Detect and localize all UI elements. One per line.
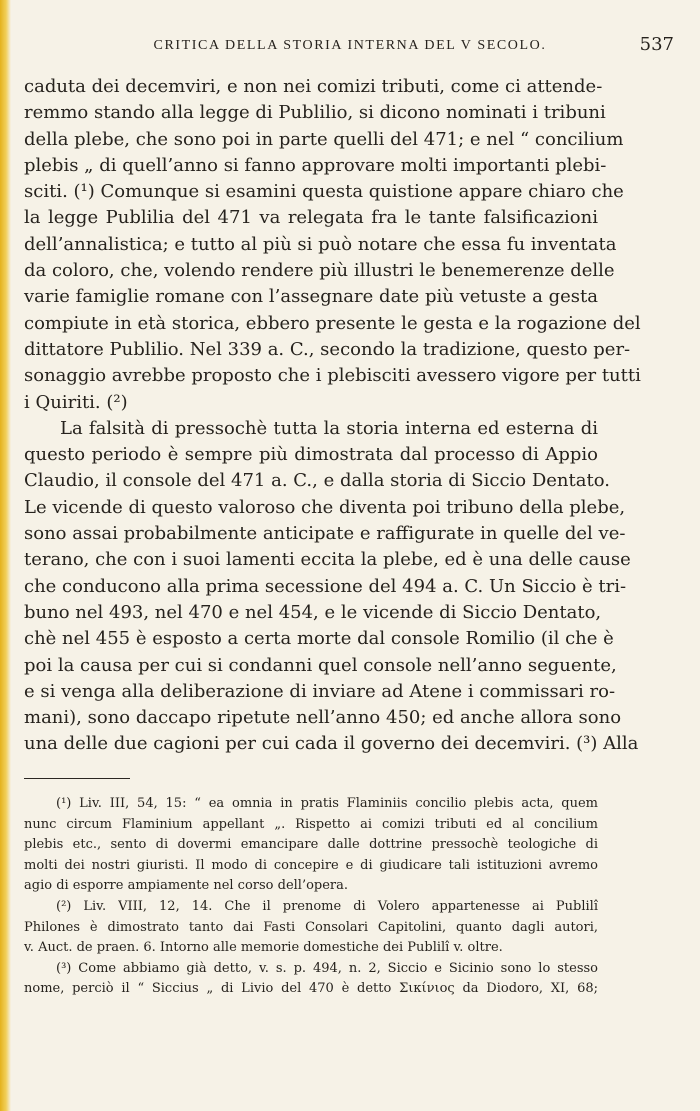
footnote-1-line: (¹) Liv. III, 54, 15: “ ea omnia in pratis Flaminiis concilio plebis acta, quem	[56, 796, 598, 811]
text-line: dell’annalistica; e tutto al più si può notare che essa fu inventata	[24, 233, 617, 255]
text-line: i Quiriti. (²)	[24, 391, 128, 413]
text-line: terano, che con i suoi lamenti eccita la plebe, ed è una delle cause	[24, 549, 631, 571]
text-line: una delle due cagioni per cui cada il governo dei decemviri. (³) Alla	[24, 733, 639, 755]
text-line: poi la causa per cui si condanni quel console nell’anno seguente,	[24, 654, 617, 676]
text-line: remmo stando alla legge di Publilio, si dicono nominati i tribuni	[24, 102, 606, 124]
footnote-1-line: nunc circum Flaminium appellant „. Rispetto ai comizi tributi ed al concilium	[24, 816, 598, 832]
footnote-2-line: Philones è dimostrato tanto dai Fasti Consolari Capitolini, quanto dagli autori,	[24, 919, 598, 935]
text-line: sonaggio avrebbe proposto che i plebisciti avessero vigore per tutti	[24, 365, 641, 387]
text-line: plebis „ di quell’anno si fanno approvare molti importanti plebi-	[24, 154, 607, 176]
text-line: sono assai probabilmente anticipate e raffigurate in quelle del ve-	[24, 523, 626, 545]
text-line: e si venga alla deliberazione di inviare ad Atene i commissari ro-	[24, 680, 616, 702]
footnote-2-line: v. Auct. de praen. 6. Intorno alle memorie domestiche dei Publilî v. oltre.	[24, 940, 503, 956]
text-line: da coloro, che, volendo rendere più illustri le benemerenze delle	[24, 260, 615, 282]
page-number: 537	[639, 34, 674, 55]
footnote-1-line: molti dei nostri giuristi. Il modo di concepire e di giudicare tali istituzioni avremo	[24, 857, 598, 873]
text-line: questo periodo è sempre più dimostrata dal processo di Appio	[24, 444, 598, 466]
running-head: CRITICA DELLA STORIA INTERNA DEL V SECOLO.	[153, 38, 547, 53]
text-line: chè nel 455 è esposto a certa morte dal console Romilio (il che è	[24, 628, 614, 650]
text-line: la legge Publilia del 471 va relegata fra le tante falsificazioni	[24, 207, 598, 229]
text-line: compiute in età storica, ebbero presente le gesta e la rogazione del	[24, 312, 641, 334]
text-line: buno nel 493, nel 470 e nel 454, e le vicende di Siccio Dentato,	[24, 601, 602, 623]
footnote-1-line: agio di esporre ampiamente nel corso dell’opera.	[24, 878, 349, 894]
footnote-1-line: plebis etc., sento di dovermi emancipare dalle dottrine pressochè teologiche di	[24, 837, 598, 853]
footnotes	[24, 794, 598, 1000]
text-line: che conducono alla prima secessione del 494 a. C. Un Siccio è tri-	[24, 575, 627, 597]
main-text	[24, 74, 641, 758]
text-line: caduta dei decemviri, e non nei comizi tributi, come ci attende-	[24, 76, 603, 97]
page-edge	[0, 0, 11, 1111]
footnote-separator	[24, 778, 130, 779]
text-line: mani), sono daccapo ripetute nell’anno 450; ed anche allora sono	[24, 707, 622, 729]
paragraph-first-line: La falsità di pressochè tutta la storia interna ed esterna di	[60, 417, 598, 439]
footnote-3-line: nome, perciò il “ Siccius „ di Livio del 470 è detto Σικίνιος da Diodoro, XI, 68;	[24, 981, 598, 997]
text-line: Claudio, il console del 471 a. C., e dalla storia di Siccio Dentato.	[24, 470, 610, 492]
text-line: dittatore Publilio. Nel 339 a. C., secondo la tradizione, questo per-	[24, 338, 631, 360]
footnote-2-line: (²) Liv. VIII, 12, 14. Che il prenome di Volero appartenesse ai Publilî	[56, 898, 598, 914]
text-line: sciti. (¹) Comunque si esamini questa quistione appare chiaro che	[24, 181, 624, 203]
text-line: varie famiglie romane con l’assegnare date più vetuste a gesta	[24, 286, 598, 308]
footnote-3-line: (³) Come abbiamo già detto, v. s. p. 494, n. 2, Siccio e Sicinio sono lo stesso	[56, 960, 598, 976]
text-line: Le vicende di questo valoroso che diventa poi tribuno della plebe,	[24, 496, 626, 518]
page-header	[24, 34, 676, 60]
text-line: della plebe, che sono poi in parte quelli del 471; e nel “ concilium	[24, 128, 624, 150]
